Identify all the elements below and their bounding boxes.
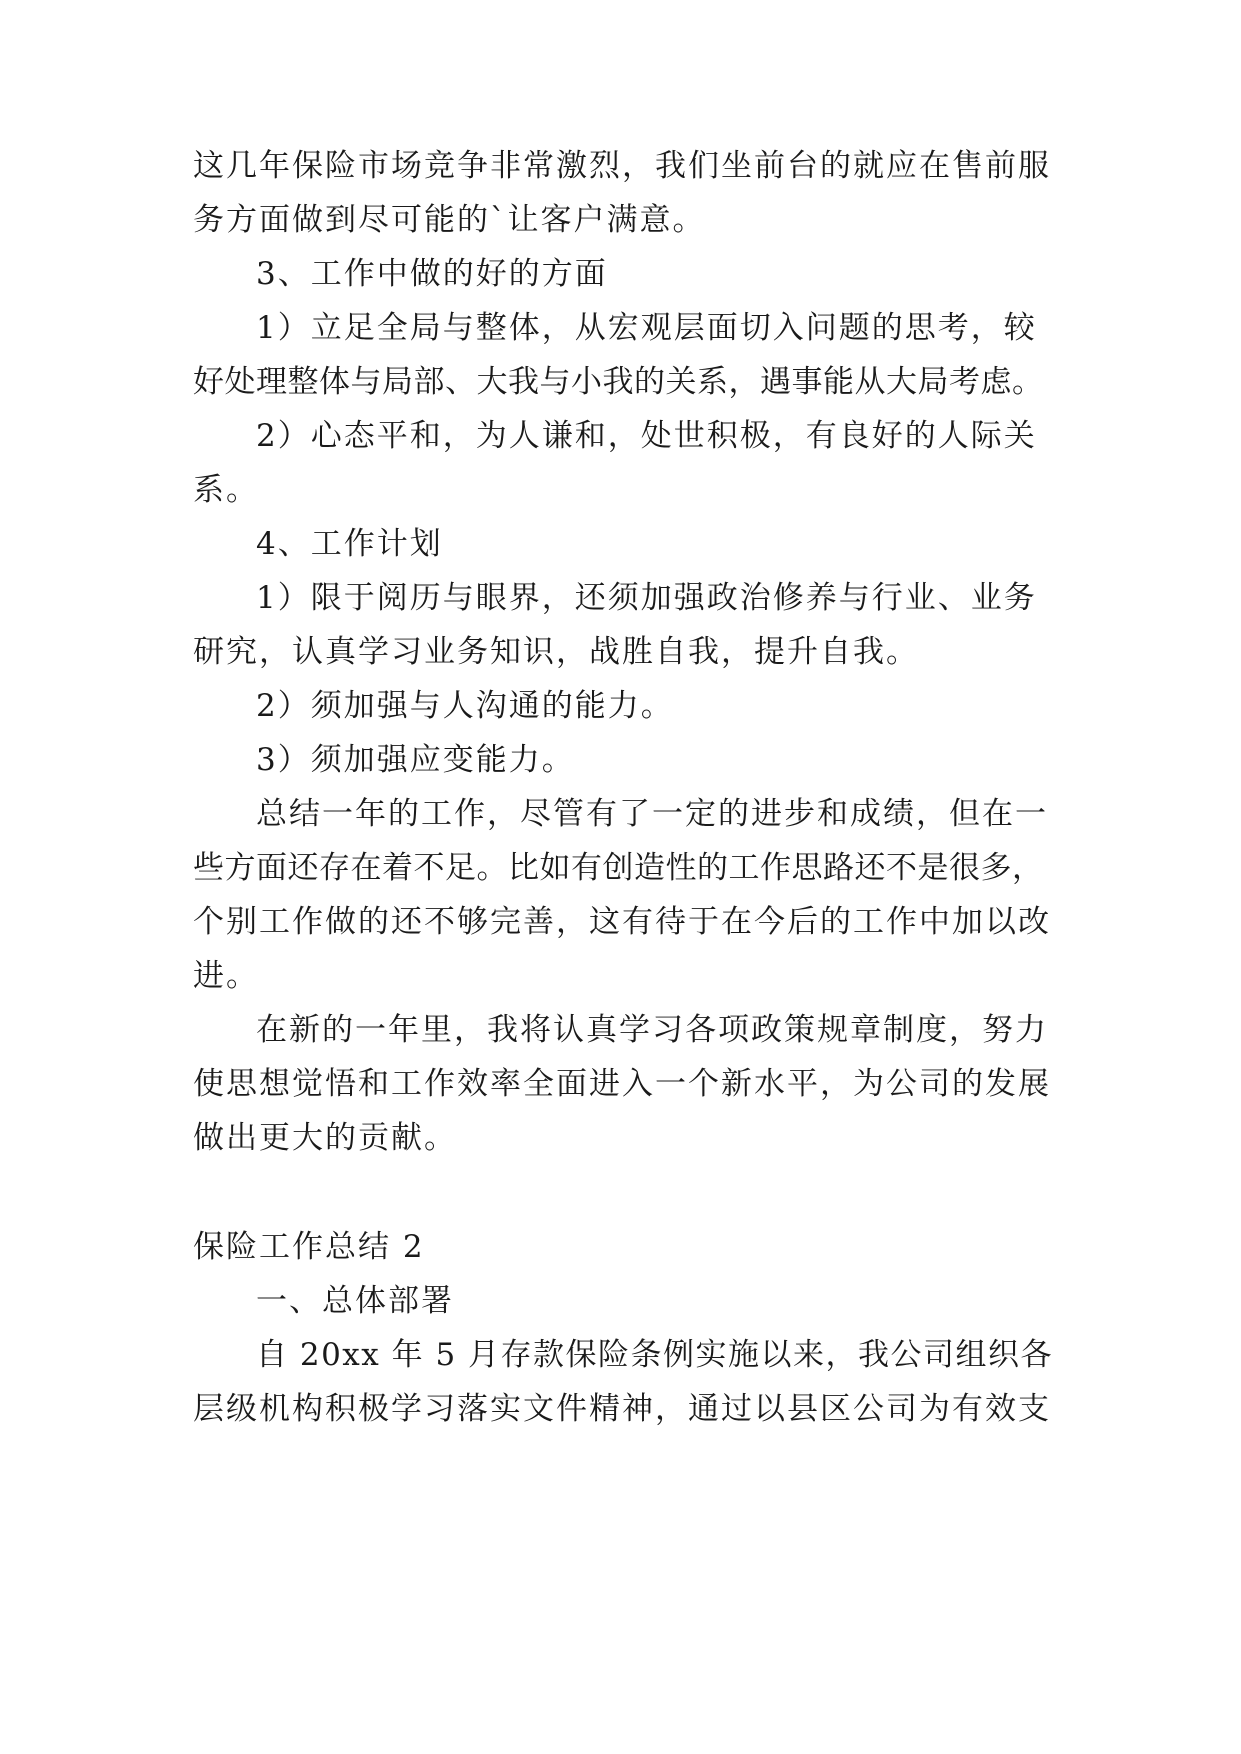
paragraph-line: 在新的一年里，我将认真学习各项政策规章制度，努力: [256, 1012, 1048, 1048]
paragraph-line: 这几年保险市场竞争非常激烈，我们坐前台的就应在售前服: [193, 148, 1051, 184]
paragraph-line: 1）限于阅历与眼界，还须加强政治修养与行业、业务: [256, 580, 1037, 616]
paragraph-line: 2）心态平和，为人谦和，处世积极，有良好的人际关: [256, 418, 1037, 454]
paragraph-line: 做出更大的贡献。: [193, 1120, 457, 1156]
paragraph-line: 个别工作做的还不够完善，这有待于在今后的工作中加以改: [193, 904, 1051, 940]
paragraph-line: 1）立足全局与整体，从宏观层面切入问题的思考，较: [256, 310, 1037, 346]
paragraph-line: 使思想觉悟和工作效率全面进入一个新水平，为公司的发展: [193, 1066, 1051, 1102]
document-title: 保险工作总结 2: [193, 1229, 425, 1265]
paragraph-line: 进。: [193, 958, 259, 994]
paragraph-line: 系。: [193, 472, 259, 508]
section-heading: 4、工作计划: [256, 526, 443, 562]
paragraph-line: 3）须加强应变能力。: [256, 742, 575, 778]
paragraph-line: 好处理整体与局部、大我与小我的关系，遇事能从大局考虑。: [193, 364, 1044, 400]
paragraph-line: 务方面做到尽可能的`让客户满意。: [193, 202, 706, 238]
paragraph-line: 自 20xx 年 5 月存款保险条例实施以来，我公司组织各: [256, 1337, 1054, 1373]
paragraph-line: 2）须加强与人沟通的能力。: [256, 688, 674, 724]
paragraph-line: 总结一年的工作，尽管有了一定的进步和成绩，但在一: [256, 796, 1048, 832]
paragraph-line: 层级机构积极学习落实文件精神，通过以县区公司为有效支: [193, 1391, 1051, 1427]
paragraph-line: 些方面还存在着不足。比如有创造性的工作思路还不是很多，: [193, 850, 1044, 886]
paragraph-line: 研究，认真学习业务知识，战胜自我，提升自我。: [193, 634, 919, 670]
section-heading: 3、工作中做的好的方面: [256, 256, 608, 292]
section-heading: 一、总体部署: [256, 1283, 454, 1319]
